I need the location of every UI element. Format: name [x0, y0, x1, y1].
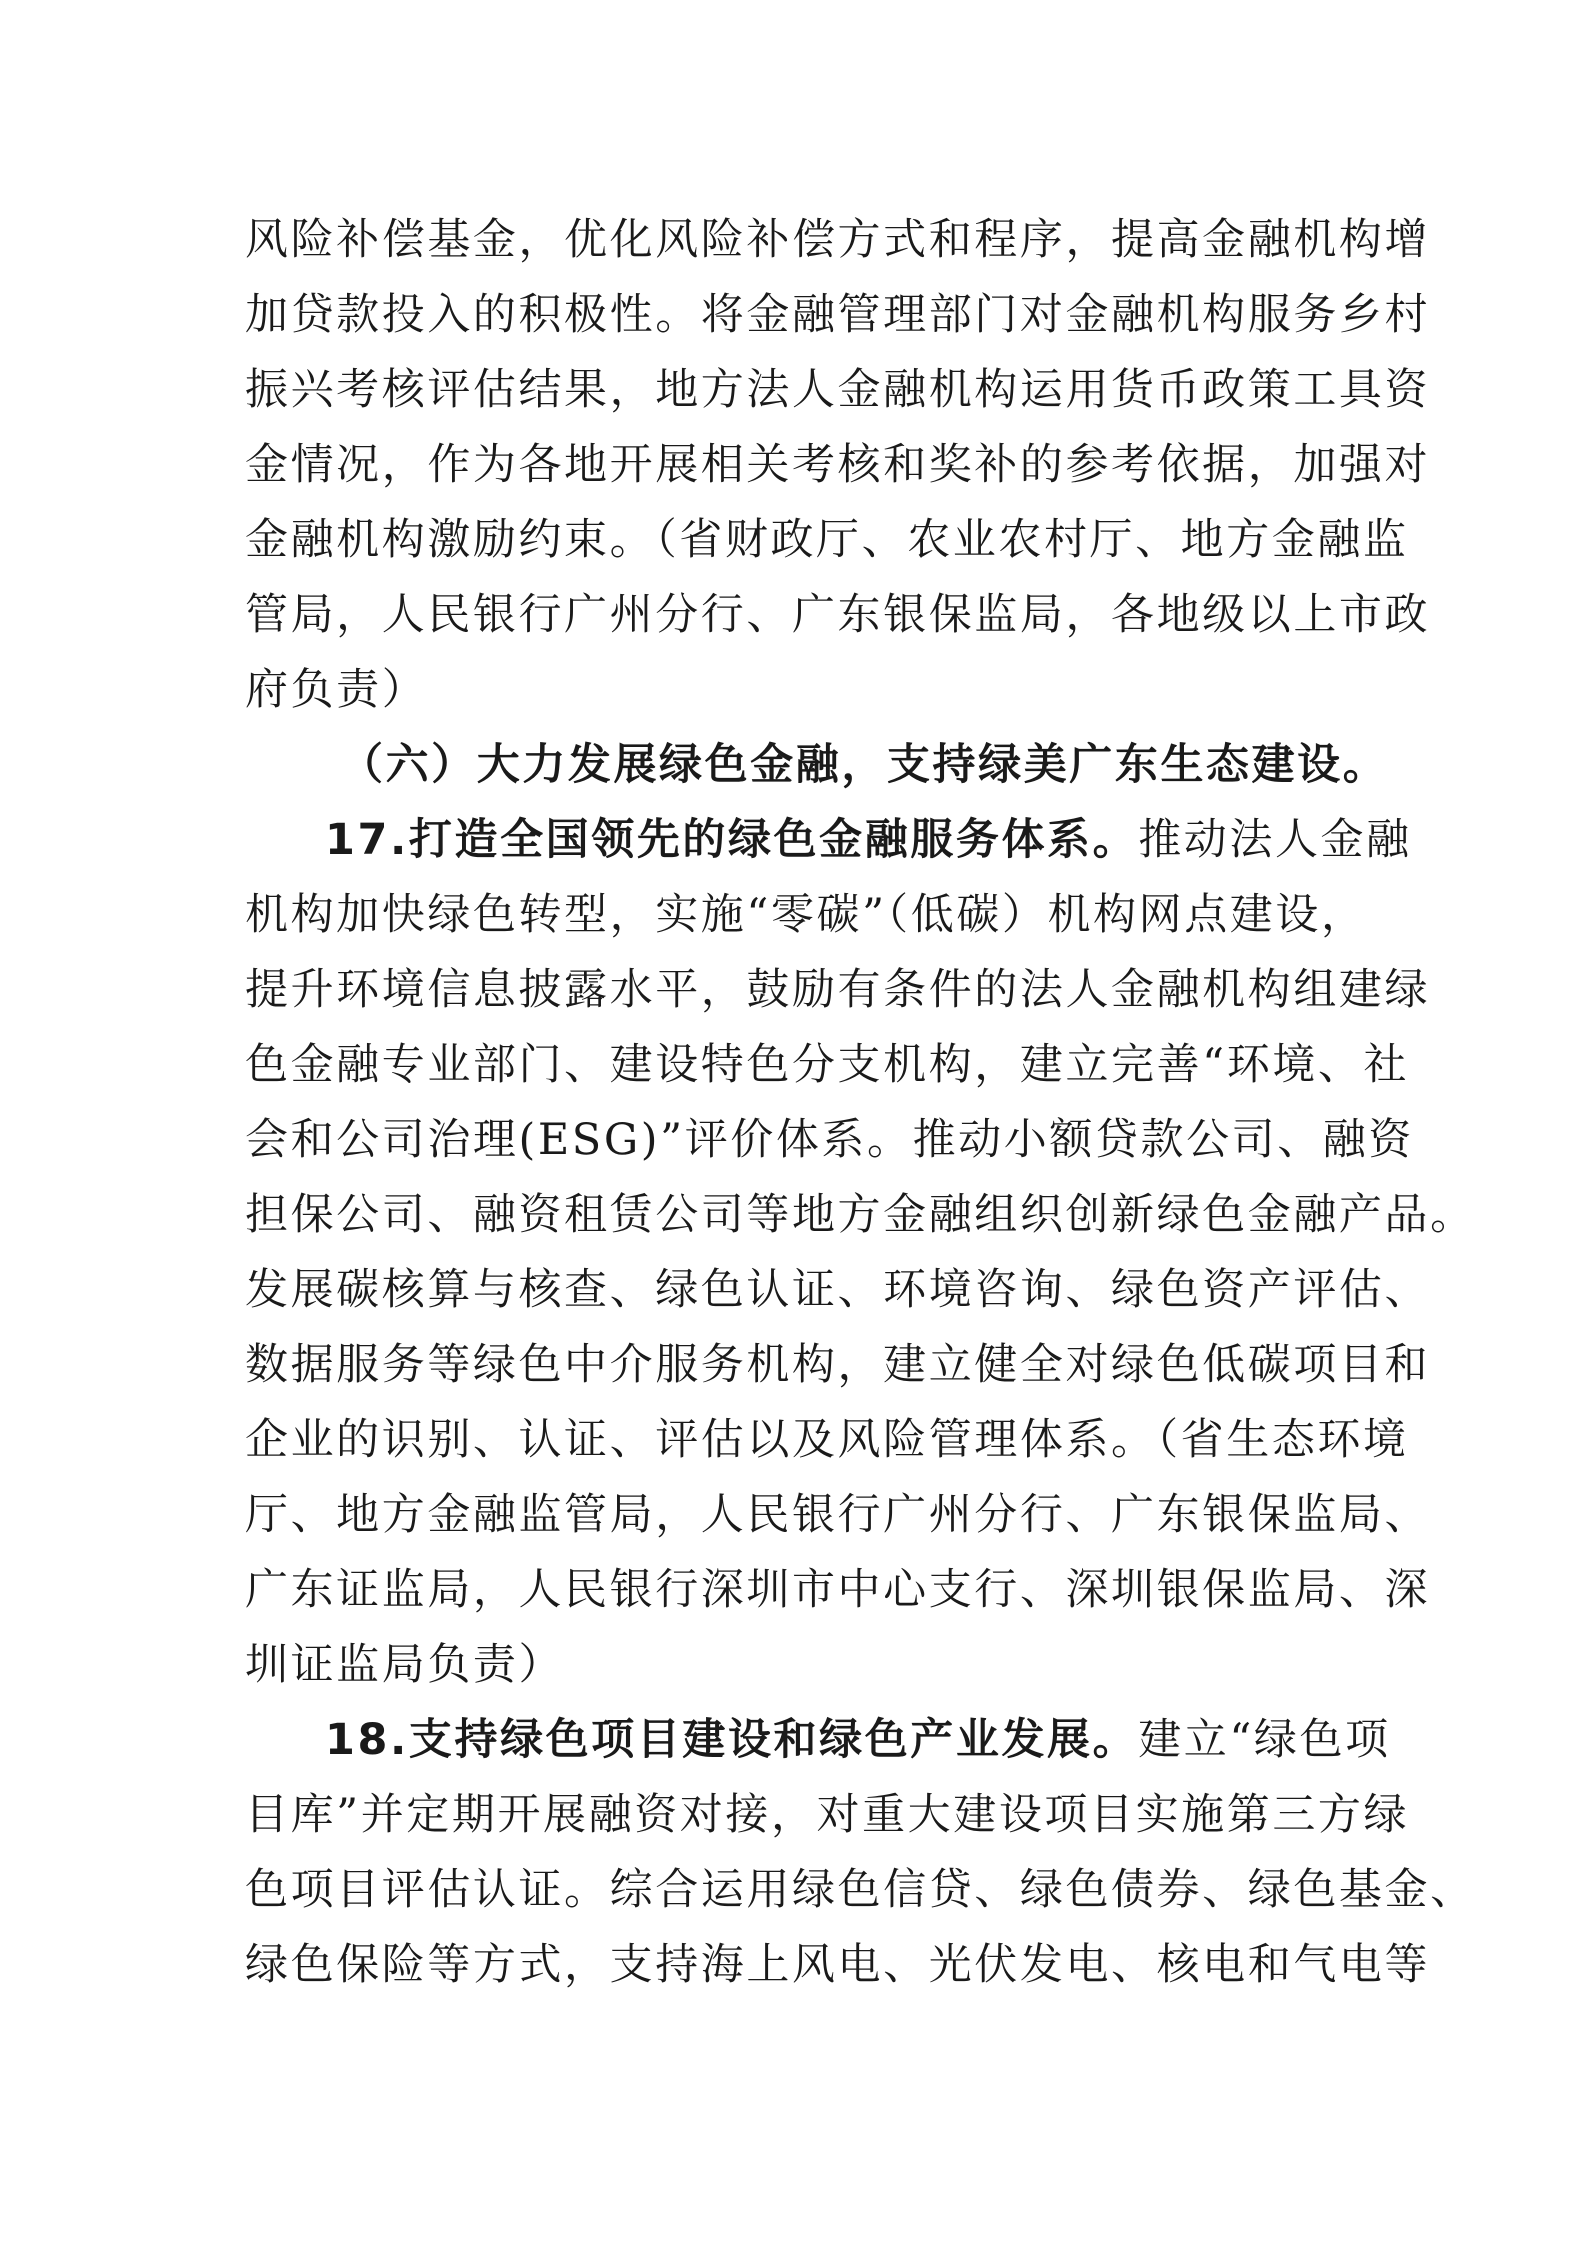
paragraph-line: 风险补偿基金，优化风险补偿方式和程序，提高金融机构增 — [245, 215, 1431, 265]
paragraph-line: 管局，人民银行广州分行、广东银保监局，各地级以上市政 — [245, 590, 1431, 640]
paragraph-line: 绿色保险等方式，支持海上风电、光伏发电、核电和气电等 — [245, 1940, 1431, 1990]
item-18-title: 18.支持绿色项目建设和绿色产业发展。 — [325, 1715, 1139, 1765]
paragraph-line: 提升环境信息披露水平，鼓励有条件的法人金融机构组建绿 — [245, 965, 1431, 1015]
item-17-title: 17.打造全国领先的绿色金融服务体系。 — [325, 815, 1139, 865]
paragraph-line: 企业的识别、认证、评估以及风险管理体系。（省生态环境 — [245, 1415, 1409, 1465]
paragraph-line: 色项目评估认证。综合运用绿色信贷、绿色债券、绿色基金、 — [245, 1865, 1476, 1915]
paragraph-line: 府负责） — [245, 665, 428, 715]
paragraph-line: 广东证监局，人民银行深圳市中心支行、深圳银保监局、深 — [245, 1565, 1431, 1615]
paragraph-line: 色金融专业部门、建设特色分支机构，建立完善“环境、社 — [245, 1040, 1410, 1090]
paragraph-line: 振兴考核评估结果，地方法人金融机构运用货币政策工具资 — [245, 365, 1431, 415]
item-17-first-line-text: 推动法人金融 — [1138, 815, 1412, 865]
paragraph-line: 会和公司治理(ESG)”评价体系。推动小额贷款公司、融资 — [245, 1115, 1414, 1165]
paragraph-line: 金融机构激励约束。（省财政厅、农业农村厅、地方金融监 — [245, 515, 1409, 565]
paragraph-line: 机构加快绿色转型，实施“零碳”（低碳）机构网点建设， — [245, 890, 1367, 940]
paragraph-line: 加贷款投入的积极性。将金融管理部门对金融机构服务乡村 — [245, 290, 1431, 340]
paragraph-line: 数据服务等绿色中介服务机构，建立健全对绿色低碳项目和 — [245, 1340, 1431, 1390]
paragraph-line: 圳证监局负责） — [245, 1640, 565, 1690]
item-18-first-line-text: 建立“绿色项 — [1138, 1715, 1391, 1765]
paragraph-line: 厅、地方金融监管局，人民银行广州分行、广东银保监局、 — [245, 1490, 1431, 1540]
paragraph-line: 担保公司、融资租赁公司等地方金融组织创新绿色金融产品。 — [245, 1190, 1476, 1240]
paragraph-line: 发展碳核算与核查、绿色认证、环境咨询、绿色资产评估、 — [245, 1265, 1431, 1315]
paragraph-line: 目库”并定期开展融资对接，对重大建设项目实施第三方绿 — [245, 1790, 1410, 1840]
item-18-first-line — [325, 1703, 1435, 1777]
paragraph-line: 金情况，作为各地开展相关考核和奖补的参考依据，加强对 — [245, 440, 1431, 490]
item-17-first-line — [325, 803, 1435, 877]
section-heading: （六）大力发展绿色金融，支持绿美广东生态建设。 — [340, 740, 1389, 790]
